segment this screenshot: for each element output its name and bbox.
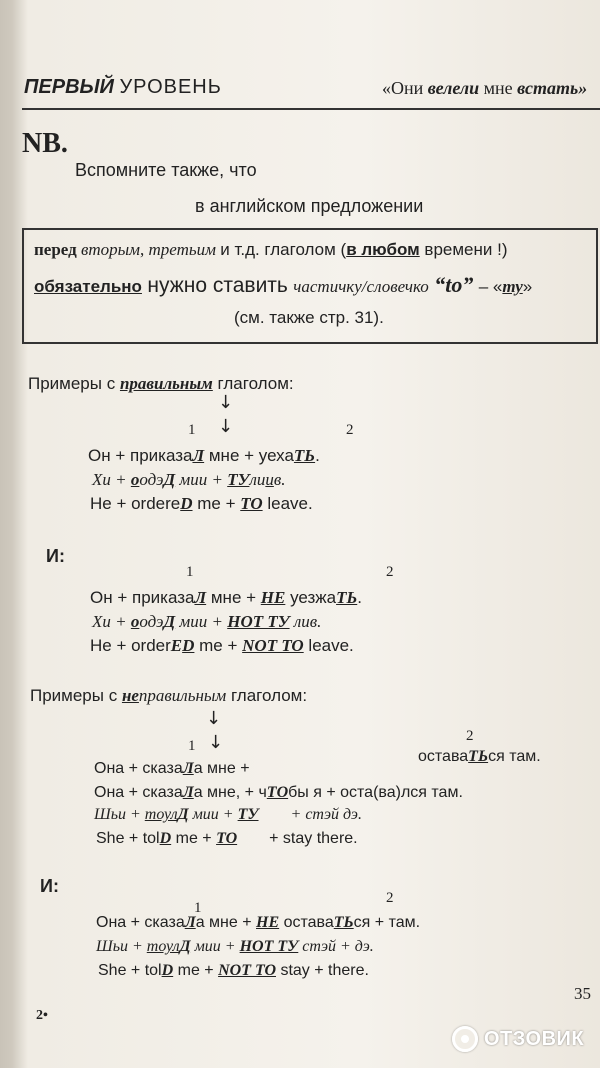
regular-neg-english-row: He + orderED me + NOT TO leave. xyxy=(90,636,354,655)
irregular-neg-row-2: Шьи + тоулД мии + НОТ ТУ стэй + дэ. xyxy=(96,938,374,955)
column-number-2: 2 xyxy=(386,890,394,906)
rule-line3: (см. также стр. 31). xyxy=(234,308,384,327)
level-word: УРОВЕНЬ xyxy=(119,76,222,98)
column-number-1: 1 xyxy=(188,738,196,754)
irregular-row-1a: Она + сказаЛа мне + xyxy=(94,760,250,777)
signature-mark: 2• xyxy=(36,1008,48,1023)
irregular-row-1b: оставаТЬся там. xyxy=(418,748,541,765)
irregular-neg-row-1: Она + сказаЛа мне + НЕ оставаТЬся + там. xyxy=(96,914,421,931)
watermark-logo-icon xyxy=(452,1026,478,1052)
irregular-row-4: She + tolD me + TO + stay there. xyxy=(96,830,358,847)
level-first: ПЕРВЫЙ xyxy=(24,76,114,98)
header-rule xyxy=(22,108,600,110)
regular-transcription-row: Хи + оодэД мии + ТУлиив. xyxy=(92,470,286,489)
nb-title: NB. xyxy=(22,128,68,159)
down-arrow-icon: ↓ xyxy=(208,732,224,753)
column-number-1: 1 xyxy=(186,564,194,580)
rule-line2: обязательно нужно ставить частичку/словечко “to” – «ту» xyxy=(34,272,533,297)
down-arrow-icon: ↓ xyxy=(218,416,234,437)
column-number-2: 2 xyxy=(346,422,354,438)
down-arrow-icon: ↓ xyxy=(218,392,234,413)
regular-neg-russian-row: Он + приказаЛ мне + НЕ уезжаТЬ. xyxy=(90,588,362,607)
column-number-2: 2 xyxy=(466,728,474,744)
watermark-text: ОТЗОВИК xyxy=(484,1027,585,1050)
page-number: 35 xyxy=(574,984,591,1003)
irregular-neg-row-3: She + tolD me + NOT TO stay + there. xyxy=(98,962,369,979)
rule-box xyxy=(22,228,598,344)
regular-neg-transcription-row: Хи + оодэД мии + НОТ ТУ лив. xyxy=(92,612,322,631)
regular-russian-row: Он + приказаЛ мне + уехаТЬ. xyxy=(88,446,320,465)
watermark xyxy=(452,1024,592,1054)
regular-intro: Примеры с правильным глаголом: xyxy=(28,374,294,393)
rule-line1: перед вторым, третьим и т.д. глаголом (в любом времени !) xyxy=(34,240,508,259)
page-header-quote: «Они велели мне встать» xyxy=(382,78,588,98)
irregular-intro: Примеры с неправильным глаголом: xyxy=(30,686,308,705)
regular-english-row: He + ordereD me + TO leave. xyxy=(90,494,313,513)
column-number-2: 2 xyxy=(386,564,394,580)
irregular-row-3: Шьи + тоулД мии + ТУ + стэй дэ. xyxy=(94,806,362,823)
column-number-1: 1 xyxy=(194,900,202,916)
column-number-1: 1 xyxy=(188,422,196,438)
irregular-row-2: Она + сказаЛа мне, + чТОбы я + оста(ва)лся там. xyxy=(94,784,463,801)
irregular-negative-label: И: xyxy=(40,876,59,896)
down-arrow-icon: ↓ xyxy=(206,708,222,729)
nb-line2: в английском предложении xyxy=(195,196,424,216)
page-header-level xyxy=(24,76,222,99)
regular-negative-label: И: xyxy=(46,546,65,566)
nb-line1: Вспомните также, что xyxy=(75,160,257,180)
